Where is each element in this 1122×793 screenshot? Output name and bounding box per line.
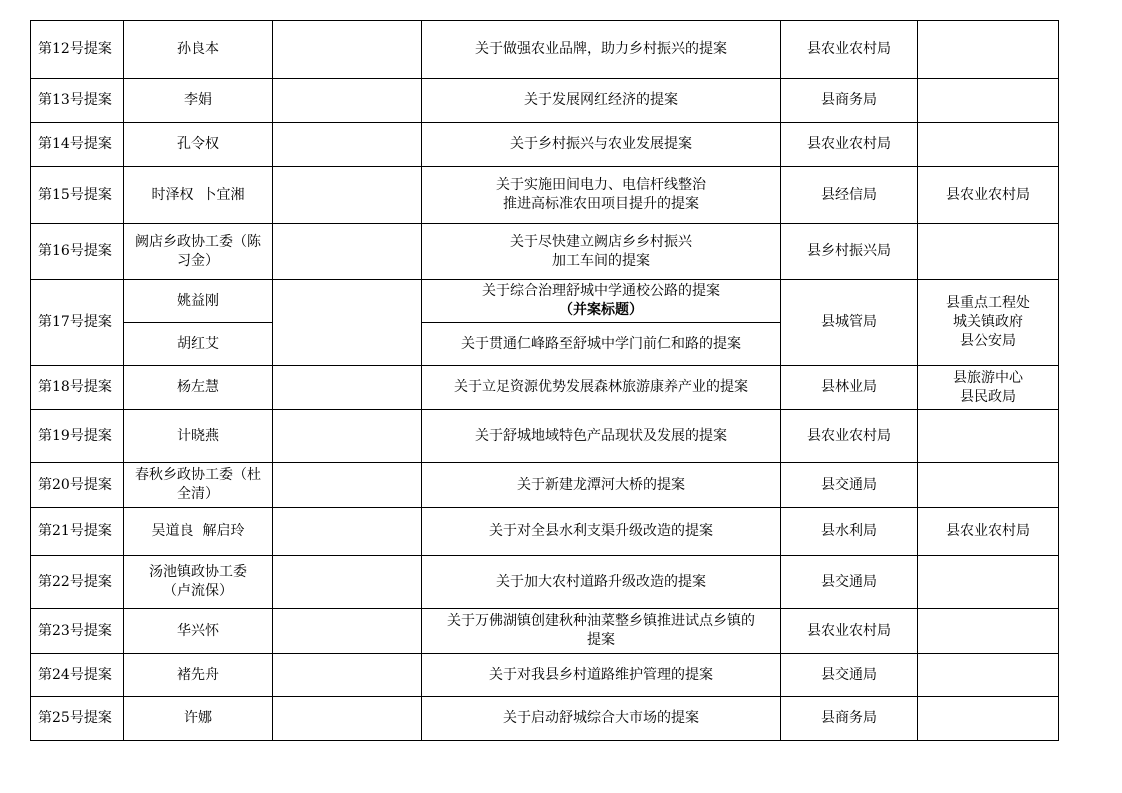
lead-dept-cell: 县水利局	[781, 508, 918, 556]
proposer-line: 全清）	[177, 486, 219, 502]
proposal-title	[422, 167, 781, 224]
proposal-id: 第15号提案	[31, 167, 124, 224]
proposal-title: 关于舒城地域特色产品现状及发展的提案	[422, 410, 781, 463]
assist-dept-cell	[918, 79, 1059, 123]
empty-cell	[273, 556, 422, 609]
proposer-line: 汤池镇政协工委	[149, 564, 247, 580]
proposal-id: 第25号提案	[31, 697, 124, 741]
assist-dept-cell	[918, 123, 1059, 167]
empty-cell	[273, 167, 422, 224]
empty-cell	[273, 609, 422, 654]
lead-dept-cell: 县乡村振兴局	[781, 224, 918, 280]
empty-cell	[273, 697, 422, 741]
proposer-cell: 孔令权	[124, 123, 273, 167]
proposal-title	[422, 224, 781, 280]
lead-dept-cell: 县交通局	[781, 556, 918, 609]
title-line: 关于实施田间电力、电信杆线整治	[496, 177, 706, 193]
assist-line: 县民政局	[960, 388, 1016, 405]
title-line: 关于综合治理舒城中学通校公路的提案	[482, 283, 720, 299]
table-row	[31, 280, 1059, 323]
proposal-title: 关于做强农业品牌，助力乡村振兴的提案	[422, 21, 781, 79]
table-row	[31, 123, 1059, 167]
proposer-cell: 许娜	[124, 697, 273, 741]
table-row	[31, 79, 1059, 123]
empty-cell	[273, 654, 422, 697]
assist-line: 县重点工程处	[946, 295, 1030, 311]
table-row	[31, 224, 1059, 280]
lead-dept-cell: 县农业农村局	[781, 609, 918, 654]
empty-cell	[273, 366, 422, 410]
table-row	[31, 463, 1059, 508]
table-row	[31, 167, 1059, 224]
assist-dept-cell	[918, 21, 1059, 79]
proposer-cell: 姚益刚	[124, 280, 273, 323]
assist-dept-cell	[918, 280, 1059, 366]
table-row	[31, 697, 1059, 741]
proposer-line: 春秋乡政协工委（杜	[135, 467, 261, 483]
empty-cell	[273, 463, 422, 508]
title-line: 推进高标准农田项目提升的提案	[503, 196, 699, 212]
empty-cell	[273, 21, 422, 79]
assist-dept-cell	[918, 654, 1059, 697]
proposal-title	[422, 280, 781, 323]
lead-dept-cell: 县商务局	[781, 697, 918, 741]
empty-cell	[273, 224, 422, 280]
proposal-id: 第23号提案	[31, 609, 124, 654]
proposal-id: 第14号提案	[31, 123, 124, 167]
lead-dept-cell: 县农业农村局	[781, 123, 918, 167]
proposer-cell	[124, 224, 273, 280]
proposal-title	[422, 609, 781, 654]
proposer-cell: 褚先舟	[124, 654, 273, 697]
proposal-id: 第20号提案	[31, 463, 124, 508]
proposal-title: 关于对全县水利支渠升级改造的提案	[422, 508, 781, 556]
proposer-line: 阙店乡政协工委（陈	[135, 233, 261, 250]
lead-dept-cell: 县城管局	[781, 280, 918, 366]
table-row	[31, 366, 1059, 410]
proposer-cell: 胡红艾	[124, 323, 273, 366]
proposal-id: 第21号提案	[31, 508, 124, 556]
assist-dept-cell	[918, 556, 1059, 609]
proposal-title: 关于立足资源优势发展森林旅游康养产业的提案	[422, 366, 781, 410]
lead-dept-cell: 县交通局	[781, 463, 918, 508]
assist-dept-cell: 县农业农村局	[918, 508, 1059, 556]
assist-dept-cell: 县农业农村局	[918, 167, 1059, 224]
proposer-cell: 李娟	[124, 79, 273, 123]
title-line: 关于尽快建立阙店乡乡村振兴	[510, 233, 692, 250]
assist-line: 县旅游中心	[953, 369, 1023, 386]
table-row	[31, 508, 1059, 556]
table-row	[31, 556, 1059, 609]
assist-dept-cell	[918, 463, 1059, 508]
proposer-line: （卢流保）	[163, 583, 233, 599]
proposal-id: 第24号提案	[31, 654, 124, 697]
proposal-id: 第22号提案	[31, 556, 124, 609]
proposal-title: 关于发展网红经济的提案	[422, 79, 781, 123]
lead-dept-cell: 县农业农村局	[781, 410, 918, 463]
proposer-cell: 时泽权 卜宜湘	[124, 167, 273, 224]
assist-line: 县公安局	[960, 333, 1016, 349]
proposal-id: 第13号提案	[31, 79, 124, 123]
assist-line: 城关镇政府	[953, 314, 1023, 330]
assist-dept-cell	[918, 366, 1059, 410]
lead-dept-cell: 县商务局	[781, 79, 918, 123]
proposer-cell: 吴道良 解启玲	[124, 508, 273, 556]
assist-dept-cell	[918, 609, 1059, 654]
proposal-id: 第12号提案	[31, 21, 124, 79]
assist-dept-cell	[918, 410, 1059, 463]
proposer-cell	[124, 463, 273, 508]
proposal-title: 关于启动舒城综合大市场的提案	[422, 697, 781, 741]
lead-dept-cell: 县经信局	[781, 167, 918, 224]
proposer-cell: 杨左慧	[124, 366, 273, 410]
proposal-id: 第18号提案	[31, 366, 124, 410]
proposer-cell: 孙良本	[124, 21, 273, 79]
proposal-title: 关于贯通仁峰路至舒城中学门前仁和路的提案	[422, 323, 781, 366]
proposal-title: 关于加大农村道路升级改造的提案	[422, 556, 781, 609]
proposal-id: 第17号提案	[31, 280, 124, 366]
assist-dept-cell	[918, 224, 1059, 280]
proposer-cell: 华兴怀	[124, 609, 273, 654]
title-line: 加工车间的提案	[552, 252, 650, 269]
empty-cell	[273, 280, 422, 366]
lead-dept-cell: 县交通局	[781, 654, 918, 697]
title-line: 关于万佛湖镇创建秋种油菜整乡镇推进试点乡镇的	[447, 613, 755, 629]
proposal-title: 关于乡村振兴与农业发展提案	[422, 123, 781, 167]
proposer-cell	[124, 556, 273, 609]
proposal-id: 第16号提案	[31, 224, 124, 280]
table-row	[31, 609, 1059, 654]
empty-cell	[273, 123, 422, 167]
proposal-title: 关于新建龙潭河大桥的提案	[422, 463, 781, 508]
lead-dept-cell: 县农业农村局	[781, 21, 918, 79]
title-line: 提案	[587, 632, 615, 648]
merged-title-note: （并案标题）	[559, 302, 643, 318]
empty-cell	[273, 410, 422, 463]
proposal-table	[30, 20, 1059, 741]
table-row	[31, 654, 1059, 697]
empty-cell	[273, 508, 422, 556]
proposal-id: 第19号提案	[31, 410, 124, 463]
proposer-line: 习金）	[177, 252, 219, 269]
empty-cell	[273, 79, 422, 123]
assist-dept-cell	[918, 697, 1059, 741]
lead-dept-cell: 县林业局	[781, 366, 918, 410]
proposal-title: 关于对我县乡村道路维护管理的提案	[422, 654, 781, 697]
table-row	[31, 21, 1059, 79]
table-row	[31, 410, 1059, 463]
proposer-cell: 计晓燕	[124, 410, 273, 463]
